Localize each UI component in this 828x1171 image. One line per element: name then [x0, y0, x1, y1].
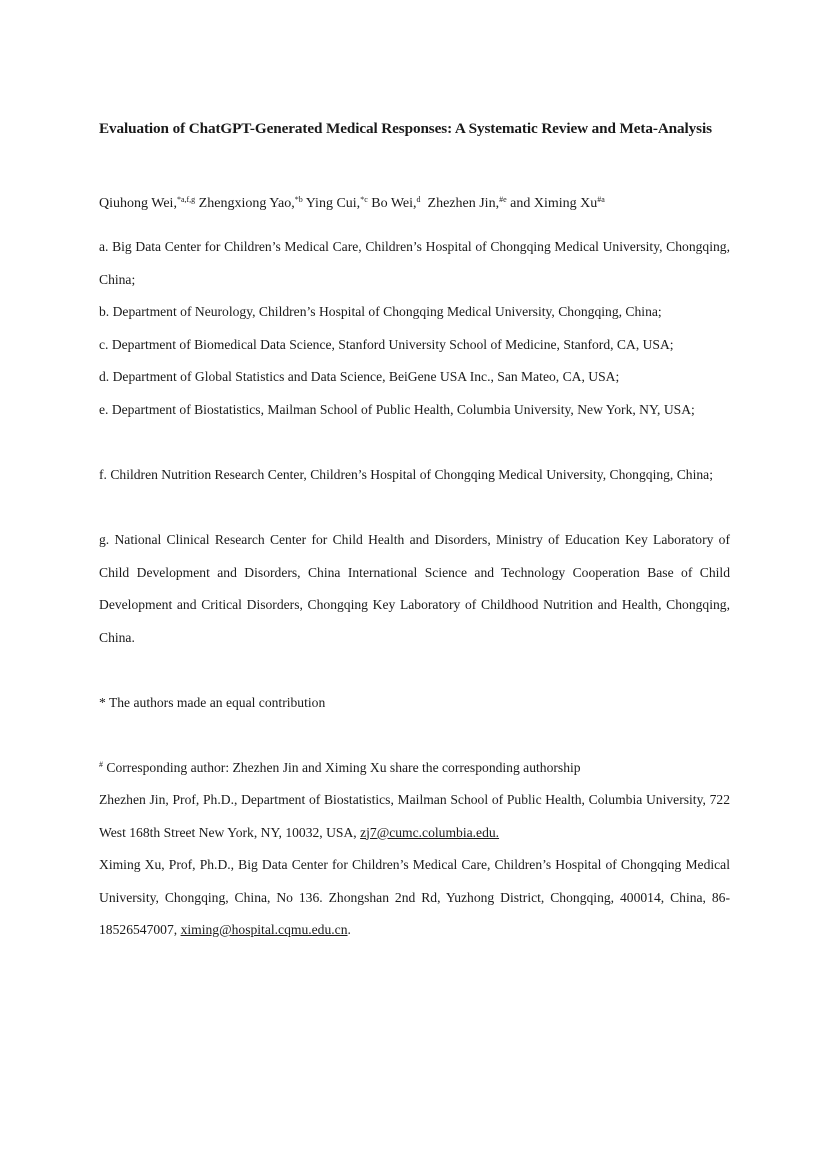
contact-text: Ximing Xu, Prof, Ph.D., Big Data Center for Children’s Medical Care, Children’s Hospital of Chongqing Medical University, Chongqing, China, No 136. Zhongshan 2nd Rd, Yuzhong District, Chongqing, 400014, China, 86-18526547007, [99, 857, 730, 937]
author-affiliation-marks: #a [597, 195, 605, 204]
email-link[interactable]: zj7@cumc.columbia.edu. [360, 824, 500, 840]
corresponding-mark: # [99, 760, 103, 769]
email-link[interactable]: ximing@hospital.cqmu.edu.cn [180, 922, 348, 937]
contact-text: Zhezhen Jin, Prof, Ph.D., Department of Biostatistics, Mailman School of Public Health, Columbia University, 722 West 168th Street New York, NY, 10032, USA, [99, 792, 730, 840]
paper-title: Evaluation of ChatGPT-Generated Medical Responses: A Systematic Review and Meta-Analysis [99, 120, 712, 137]
author-affiliation-marks: d [416, 195, 421, 204]
affiliation-d: d. Department of Global Statistics and Data Science, BeiGene USA Inc., San Mateo, CA, USA; [99, 369, 620, 384]
author-affiliation-marks: *c [360, 195, 368, 204]
author-name: and Ximing Xu [510, 196, 598, 211]
affiliation-b: b. Department of Neurology, Children’s Hospital of Chongqing Medical University, Chongqing, China; [99, 304, 662, 319]
equal-contribution-note: * The authors made an equal contribution [99, 695, 326, 710]
author-name: Zhengxiong Yao, [198, 196, 295, 211]
corresponding-author-note [99, 752, 730, 785]
author-list [99, 190, 730, 218]
author-affiliation-marks: *b [294, 195, 303, 204]
author-name: Bo Wei, [371, 196, 417, 211]
contact-zhezhen-jin [99, 784, 730, 849]
affiliation-a: a. Big Data Center for Children’s Medical Care, Children’s Hospital of Chongqing Medical University, Chongqing, China; [99, 239, 730, 287]
affiliation-g: g. National Clinical Research Center for Child Health and Disorders, Ministry of Education Key Laboratory of Child Development and Disorders, China International Science and Technology Cooperation Base of Child Development and Critical Disorders, Chongqing Key Laboratory of Childhood Nutrition and Health, Chongqing, China. [99, 532, 730, 645]
contact-tail: . [347, 922, 351, 937]
author-name: Zhezhen Jin, [427, 196, 500, 211]
affiliation-c: c. Department of Biomedical Data Science, Stanford University School of Medicine, Stanford, CA, USA; [99, 337, 674, 352]
author-name: Ying Cui, [305, 196, 361, 211]
corresponding-text: Corresponding author: Zhezhen Jin and Ximing Xu share the corresponding authorship [103, 760, 581, 775]
contact-ximing-xu [99, 849, 730, 947]
affiliation-f: f. Children Nutrition Research Center, Children’s Hospital of Chongqing Medical University, Chongqing, China; [99, 467, 713, 482]
author-name: Qiuhong Wei, [99, 196, 177, 211]
author-affiliation-marks: *a,f,g [176, 195, 196, 204]
author-affiliation-marks: #e [499, 195, 507, 204]
affiliation-e: e. Department of Biostatistics, Mailman School of Public Health, Columbia University, New York, NY, USA; [99, 402, 695, 417]
